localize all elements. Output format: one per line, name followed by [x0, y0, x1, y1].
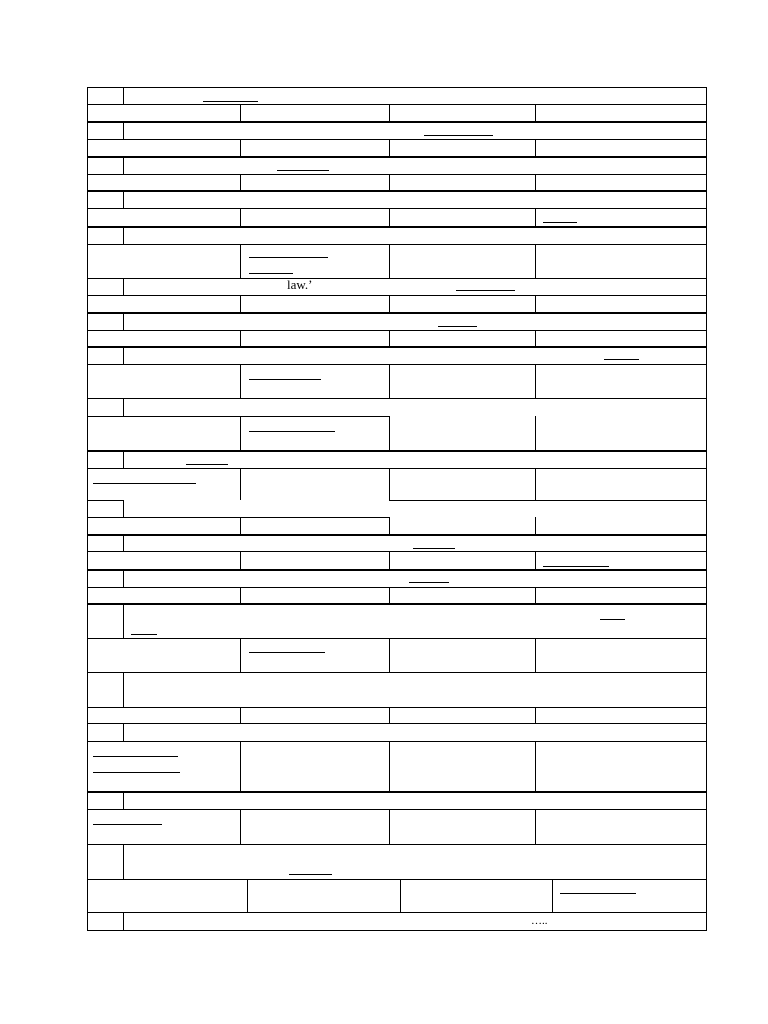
question-number-divider — [123, 912, 124, 930]
answer-underline — [93, 772, 180, 773]
option-divider — [535, 517, 536, 534]
grid-hline — [87, 879, 707, 880]
option-divider — [389, 208, 390, 226]
option-divider — [535, 416, 536, 450]
option-divider — [535, 707, 536, 723]
grid-hline — [87, 330, 707, 331]
option-divider — [389, 741, 390, 791]
grid-hline — [87, 139, 707, 140]
answer-underline — [438, 326, 477, 327]
question-number-divider — [123, 398, 124, 416]
answer-underline — [93, 756, 178, 757]
option-divider — [389, 707, 390, 723]
option-divider — [535, 174, 536, 190]
question-number-divider — [123, 500, 124, 517]
grid-hline-thick — [87, 156, 707, 158]
option-divider — [240, 517, 241, 534]
answer-underline — [249, 273, 293, 274]
grid-hline — [87, 416, 390, 417]
answer-underline — [277, 170, 329, 171]
option-divider — [240, 809, 241, 844]
grid-hline — [87, 672, 707, 673]
law-text-fragment: law.’ — [287, 277, 313, 292]
grid-hline — [87, 707, 707, 708]
option-divider — [535, 244, 536, 278]
question-number-divider — [123, 190, 124, 208]
option-divider — [389, 517, 390, 534]
option-divider — [535, 741, 536, 791]
option-divider — [389, 244, 390, 278]
option-divider — [389, 104, 390, 121]
grid-hline-thick — [87, 312, 707, 314]
option-divider — [535, 104, 536, 121]
answer-underline — [249, 379, 321, 380]
grid-hline — [87, 208, 707, 209]
question-number-divider — [123, 156, 124, 174]
option-divider — [389, 638, 390, 672]
grid-hline — [87, 364, 707, 365]
question-number-divider — [123, 121, 124, 139]
option-divider — [535, 330, 536, 346]
option-divider — [535, 809, 536, 844]
grid-hline-thick — [87, 346, 707, 348]
grid-hline — [87, 398, 707, 399]
option-divider — [240, 551, 241, 569]
answer-underline — [413, 548, 455, 549]
option-divider — [240, 174, 241, 190]
option-divider — [240, 468, 241, 500]
grid-hline-thick — [87, 791, 707, 793]
option-divider — [535, 551, 536, 569]
option-divider — [389, 551, 390, 569]
option-divider — [240, 741, 241, 791]
grid-hline — [87, 500, 124, 501]
question-number-divider — [123, 569, 124, 587]
answer-underline — [249, 652, 325, 653]
grid-hline — [87, 912, 707, 913]
answer-underline — [600, 619, 625, 620]
grid-hline-thick — [87, 190, 707, 192]
answer-underline — [560, 893, 636, 894]
option-divider — [389, 330, 390, 346]
option-divider — [389, 587, 390, 603]
grid-hline — [87, 104, 707, 105]
answer-underline — [203, 101, 258, 102]
answer-underline — [249, 431, 335, 432]
option-divider — [240, 208, 241, 226]
grid-hline — [87, 278, 707, 279]
option-divider — [389, 174, 390, 190]
grid-hline — [389, 500, 707, 501]
question-number-divider — [123, 226, 124, 244]
question-number-divider — [123, 672, 124, 707]
answer-underline — [543, 566, 609, 567]
option-divider — [240, 707, 241, 723]
grid-hline-thick — [87, 226, 707, 228]
option-divider — [552, 879, 553, 912]
answer-underline — [456, 290, 515, 291]
question-number-divider — [123, 278, 124, 295]
answer-underline — [93, 483, 196, 484]
frame-left — [87, 87, 88, 931]
option-divider — [535, 587, 536, 603]
option-divider — [389, 416, 390, 450]
option-divider — [389, 364, 390, 398]
option-divider — [247, 879, 248, 912]
option-divider — [240, 244, 241, 278]
option-divider — [240, 416, 241, 450]
option-divider — [240, 104, 241, 121]
frame-bottom — [87, 930, 707, 931]
option-divider — [240, 587, 241, 603]
answer-underline — [249, 257, 328, 258]
question-number-divider — [123, 723, 124, 741]
option-divider — [389, 809, 390, 844]
answer-underline — [289, 874, 332, 875]
option-divider — [389, 468, 390, 500]
option-divider — [535, 139, 536, 156]
grid-hline-thick — [87, 569, 707, 571]
frame-right — [706, 87, 707, 931]
question-number-divider — [123, 534, 124, 551]
grid-hline — [87, 638, 707, 639]
question-number-divider — [123, 312, 124, 330]
grid-hline — [87, 809, 707, 810]
option-divider — [535, 208, 536, 226]
grid-hline-thick — [87, 534, 707, 536]
option-divider — [389, 139, 390, 156]
grid-hline — [87, 844, 707, 845]
option-divider — [535, 364, 536, 398]
answer-underline — [409, 582, 449, 583]
trailing-dots-text: ….. — [531, 915, 548, 927]
grid-hline — [87, 551, 707, 552]
question-number-divider — [123, 346, 124, 364]
option-divider — [240, 330, 241, 346]
option-divider — [535, 638, 536, 672]
grid-hline — [87, 468, 707, 469]
option-divider — [240, 139, 241, 156]
answer-underline — [93, 824, 162, 825]
answer-underline — [131, 634, 157, 635]
answer-underline — [186, 464, 228, 465]
question-number-divider — [123, 450, 124, 468]
answer-underline — [604, 359, 639, 360]
option-divider — [400, 879, 401, 912]
option-divider — [240, 295, 241, 312]
option-divider — [389, 295, 390, 312]
question-number-divider — [123, 791, 124, 809]
answer-underline — [543, 222, 577, 223]
grid-hline — [87, 723, 707, 724]
answer-underline — [424, 135, 493, 136]
grid-hline-thick — [87, 450, 707, 452]
grid-hline — [87, 741, 707, 742]
grid-hline-thick — [87, 121, 707, 123]
option-divider — [535, 468, 536, 500]
grid-hline — [87, 174, 707, 175]
grid-hline — [87, 517, 390, 518]
question-number-divider — [123, 603, 124, 638]
question-number-divider — [123, 87, 124, 104]
grid-hline — [87, 244, 707, 245]
option-divider — [535, 295, 536, 312]
option-divider — [240, 638, 241, 672]
question-number-divider — [123, 844, 124, 879]
grid-hline — [87, 587, 707, 588]
grid-hline — [87, 295, 707, 296]
frame-top — [87, 87, 707, 88]
option-divider — [240, 364, 241, 398]
grid-hline-thick — [87, 603, 707, 605]
